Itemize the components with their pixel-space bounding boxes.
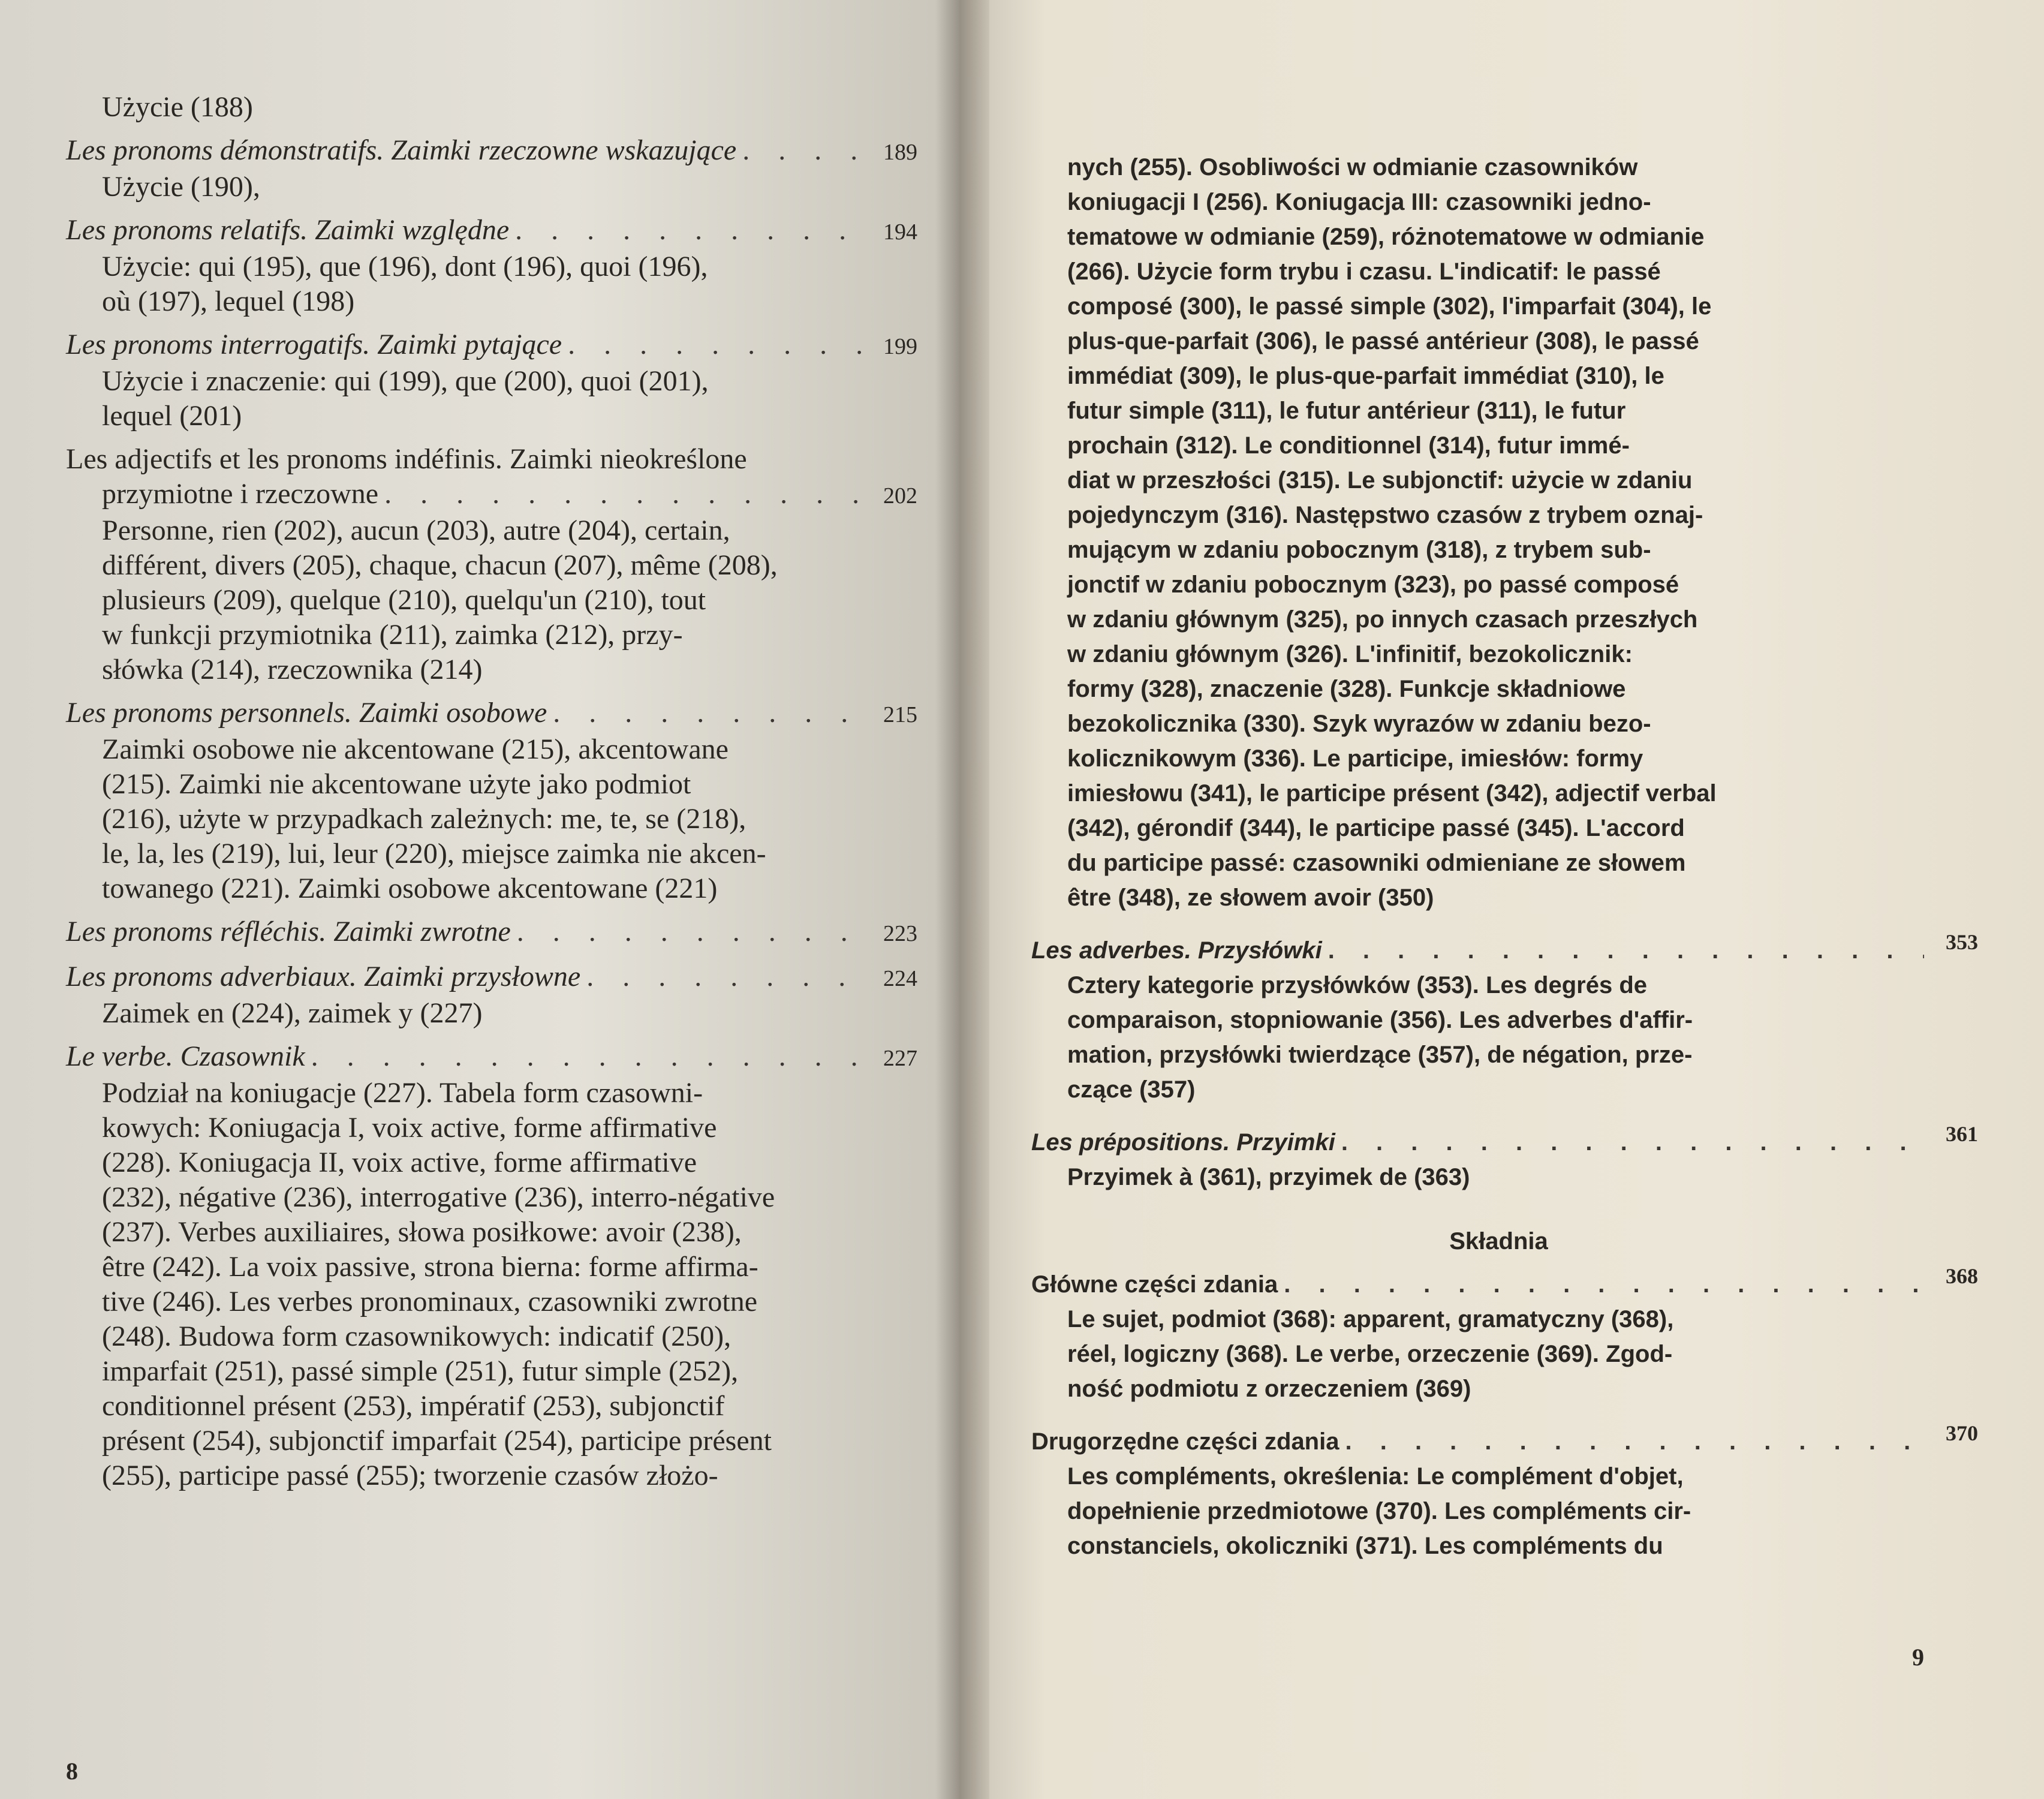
toc-heading: Les adverbes. Przysłówki . . .	[1031, 933, 1930, 968]
toc-line: (232), négative (236), interrogative (236), interro-négative	[102, 1181, 775, 1213]
toc-heading: Les pronoms réfléchis. Zaimki zwrotne . . . 223	[66, 914, 917, 951]
toc-line: présent (254), subjonctif imparfait (254), participe présent	[102, 1425, 772, 1457]
toc-line: le, la, les (219), lui, leur (220), miejsce zaimka nie akcen-	[102, 838, 766, 870]
toc-line: tive (246). Les verbes pronominaux, czasowniki zwrotne	[102, 1286, 758, 1317]
toc-line: (228). Koniugacja II, voix active, forme affirmative	[102, 1147, 697, 1178]
toc-line: du participe passé: czasowniki odmieniane ze słowem	[1067, 850, 1686, 876]
toc-line: constanciels, okoliczniki (371). Les compléments du	[1067, 1533, 1663, 1559]
toc-line: towanego (221). Zaimki osobowe akcentowane (221)	[102, 873, 718, 904]
toc-heading: Les adjectifs et les pronoms indéfinis. Zaimki nieokreślone	[66, 443, 747, 475]
toc-line: Podział na koniugacje (227). Tabela form czasowni-	[102, 1077, 703, 1109]
toc-heading: Les pronoms adverbiaux. Zaimki przysłowne . . . 224	[66, 959, 917, 996]
toc-page-number: 224	[883, 966, 917, 991]
toc-line: différent, divers (205), chaque, chacun (207), même (208),	[102, 549, 778, 581]
toc-line: comparaison, stopniowanie (356). Les adverbes d'affir-	[1067, 1007, 1693, 1033]
toc-line: w zdaniu głównym (325), po innych czasach przeszłych	[1067, 606, 1698, 633]
toc-entry-prepositions	[1031, 1122, 1978, 1195]
toc-line: futur simple (311), le futur antérieur (311), le futur	[1067, 398, 1626, 424]
toc-line: Użycie (188)	[102, 91, 253, 123]
toc-line: Użycie i znaczenie: qui (199), que (200), quoi (201),	[102, 365, 709, 397]
toc-heading: Les prépositions. Przyimki . . .	[1031, 1125, 1930, 1160]
page-number-left: 8	[66, 1758, 78, 1785]
toc-line: prochain (312). Le conditionnel (314), futur immé-	[1067, 432, 1630, 459]
toc-entry-main-parts	[1031, 1264, 1978, 1406]
toc-line: (216), użyte w przypadkach zależnych: me, te, se (218),	[102, 803, 746, 835]
toc-page-number: 361	[1946, 1122, 1978, 1146]
toc-heading: Główne części zdania . . .	[1031, 1267, 1930, 1302]
toc-page-number: 368	[1946, 1264, 1978, 1288]
toc-line: nych (255). Osobliwości w odmianie czasowników	[1067, 154, 1638, 180]
toc-line: Personne, rien (202), aucun (203), autre (204), certain,	[102, 515, 730, 546]
toc-heading: Le verbe. Czasownik . . . 227	[66, 1039, 917, 1076]
toc-heading: Drugorzędne części zdania . . .	[1031, 1424, 1930, 1459]
toc-page-number: 215	[883, 702, 917, 727]
toc-page-number: 202	[883, 483, 917, 509]
toc-line: Le sujet, podmiot (368): apparent, gramatyczny (368),	[1067, 1306, 1674, 1332]
toc-heading: przymiotne i rzeczowne . . . 202	[66, 477, 917, 513]
toc-page-number: 199	[883, 334, 917, 359]
toc-line: plusieurs (209), quelque (210), quelqu'un (210), tout	[102, 584, 706, 616]
toc-line: Przyimek à (361), przyimek de (363)	[1067, 1164, 1470, 1190]
toc-line: conditionnel présent (253), impératif (253), subjonctif	[102, 1390, 725, 1422]
toc-line: Użycie: qui (195), que (196), dont (196), quoi (196),	[102, 251, 708, 282]
toc-line: diat w przeszłości (315). Le subjonctif: użycie w zdaniu	[1067, 467, 1693, 494]
book-gutter	[935, 0, 989, 1799]
toc-line: (266). Użycie form trybu i czasu. L'indicatif: le passé	[1067, 258, 1661, 285]
toc-line: Zaimki osobowe nie akcentowane (215), akcentowane	[102, 733, 729, 765]
toc-line: Cztery kategorie przysłówków (353). Les degrés de	[1067, 972, 1648, 998]
toc-line: słówka (214), rzeczownika (214)	[102, 654, 483, 685]
left-page	[0, 0, 959, 1799]
right-page	[959, 0, 2044, 1799]
toc-line: koniugacji I (256). Koniugacja III: czasowniki jedno-	[1067, 189, 1651, 215]
toc-page-number: 194	[883, 219, 917, 245]
toc-heading: Les pronoms démonstratifs. Zaimki rzeczowne wskazujące . . . 189	[66, 133, 917, 170]
page-number-right: 9	[1912, 1644, 1924, 1671]
toc-line: imparfait (251), passé simple (251), futur simple (252),	[102, 1355, 739, 1387]
toc-line: où (197), lequel (198)	[102, 285, 355, 317]
toc-line: être (242). La voix passive, strona bierna: forme affirma-	[102, 1251, 758, 1283]
toc-line: dopełnienie przedmiotowe (370). Les compléments cir-	[1067, 1498, 1691, 1524]
toc-line: composé (300), le passé simple (302), l'imparfait (304), le	[1067, 293, 1712, 320]
toc-line: plus-que-parfait (306), le passé antérieur (308), le passé	[1067, 328, 1699, 354]
toc-line: formy (328), znaczenie (328). Funkcje składniowe	[1067, 676, 1626, 702]
toc-page-number: 370	[1946, 1421, 1978, 1445]
toc-page-number: 353	[1946, 930, 1978, 954]
toc-line: (248). Budowa form czasownikowych: indicatif (250),	[102, 1320, 731, 1352]
section-title: Składnia	[1449, 1228, 1548, 1255]
toc-page-number: 189	[883, 140, 917, 165]
toc-line: jonctif w zdaniu pobocznym (323), po passé composé	[1067, 571, 1679, 598]
toc-line: lequel (201)	[102, 400, 242, 432]
toc-line: (255), participe passé (255); tworzenie czasów złożo-	[102, 1460, 718, 1491]
toc-line: (342), gérondif (344), le participe passé (345). L'accord	[1067, 815, 1685, 841]
toc-line: bezokolicznika (330). Szyk wyrazów w zdaniu bezo-	[1067, 711, 1651, 737]
toc-line: w funkcji przymiotnika (211), zaimka (212), przy-	[102, 619, 683, 651]
toc-line: être (348), ze słowem avoir (350)	[1067, 885, 1434, 911]
toc-heading: Les pronoms interrogatifs. Zaimki pytające . . . 199	[66, 327, 917, 364]
toc-page-number: 227	[883, 1046, 917, 1071]
toc-line: (215). Zaimki nie akcentowane użyte jako podmiot	[102, 768, 691, 800]
toc-heading: Les pronoms relatifs. Zaimki względne . . . 194	[66, 213, 917, 249]
toc-page-number: 223	[883, 921, 917, 946]
toc-line: Użycie (190),	[102, 171, 260, 203]
toc-line: czące (357)	[1067, 1076, 1196, 1103]
toc-line: pojedynczym (316). Następstwo czasów z trybem oznaj-	[1067, 502, 1703, 528]
toc-line: immédiat (309), le plus-que-parfait immédiat (310), le	[1067, 363, 1664, 389]
toc-line: (237). Verbes auxiliaires, słowa posiłkowe: avoir (238),	[102, 1216, 742, 1248]
toc-line: réel, logiczny (368). Le verbe, orzeczenie (369). Zgod-	[1067, 1341, 1673, 1367]
toc-line: kowych: Koniugacja I, voix active, forme affirmative	[102, 1112, 717, 1144]
toc-line: w zdaniu głównym (326). L'infinitif, bezokolicznik:	[1067, 641, 1633, 667]
toc-line: mującym w zdaniu pobocznym (318), z trybem sub-	[1067, 537, 1651, 563]
toc-entry-secondary-parts	[1031, 1421, 1978, 1563]
toc-line: kolicznikowym (336). Le participe, imiesłów: formy	[1067, 745, 1643, 772]
toc-heading: Les pronoms personnels. Zaimki osobowe . . . 215	[66, 696, 917, 732]
toc-line: ność podmiotu z orzeczeniem (369)	[1067, 1376, 1471, 1402]
toc-line: imiesłowu (341), le participe présent (342), adjectif verbal	[1067, 780, 1717, 807]
toc-line: Zaimek en (224), zaimek y (227)	[102, 997, 483, 1029]
toc-line: mation, przysłówki twierdzące (357), de négation, prze-	[1067, 1042, 1693, 1068]
toc-entry-adverbs	[1031, 930, 1978, 1107]
toc-line: tematowe w odmianie (259), różnotematowe w odmianie	[1067, 224, 1705, 250]
toc-line: Les compléments, określenia: Le complément d'objet,	[1067, 1463, 1684, 1490]
